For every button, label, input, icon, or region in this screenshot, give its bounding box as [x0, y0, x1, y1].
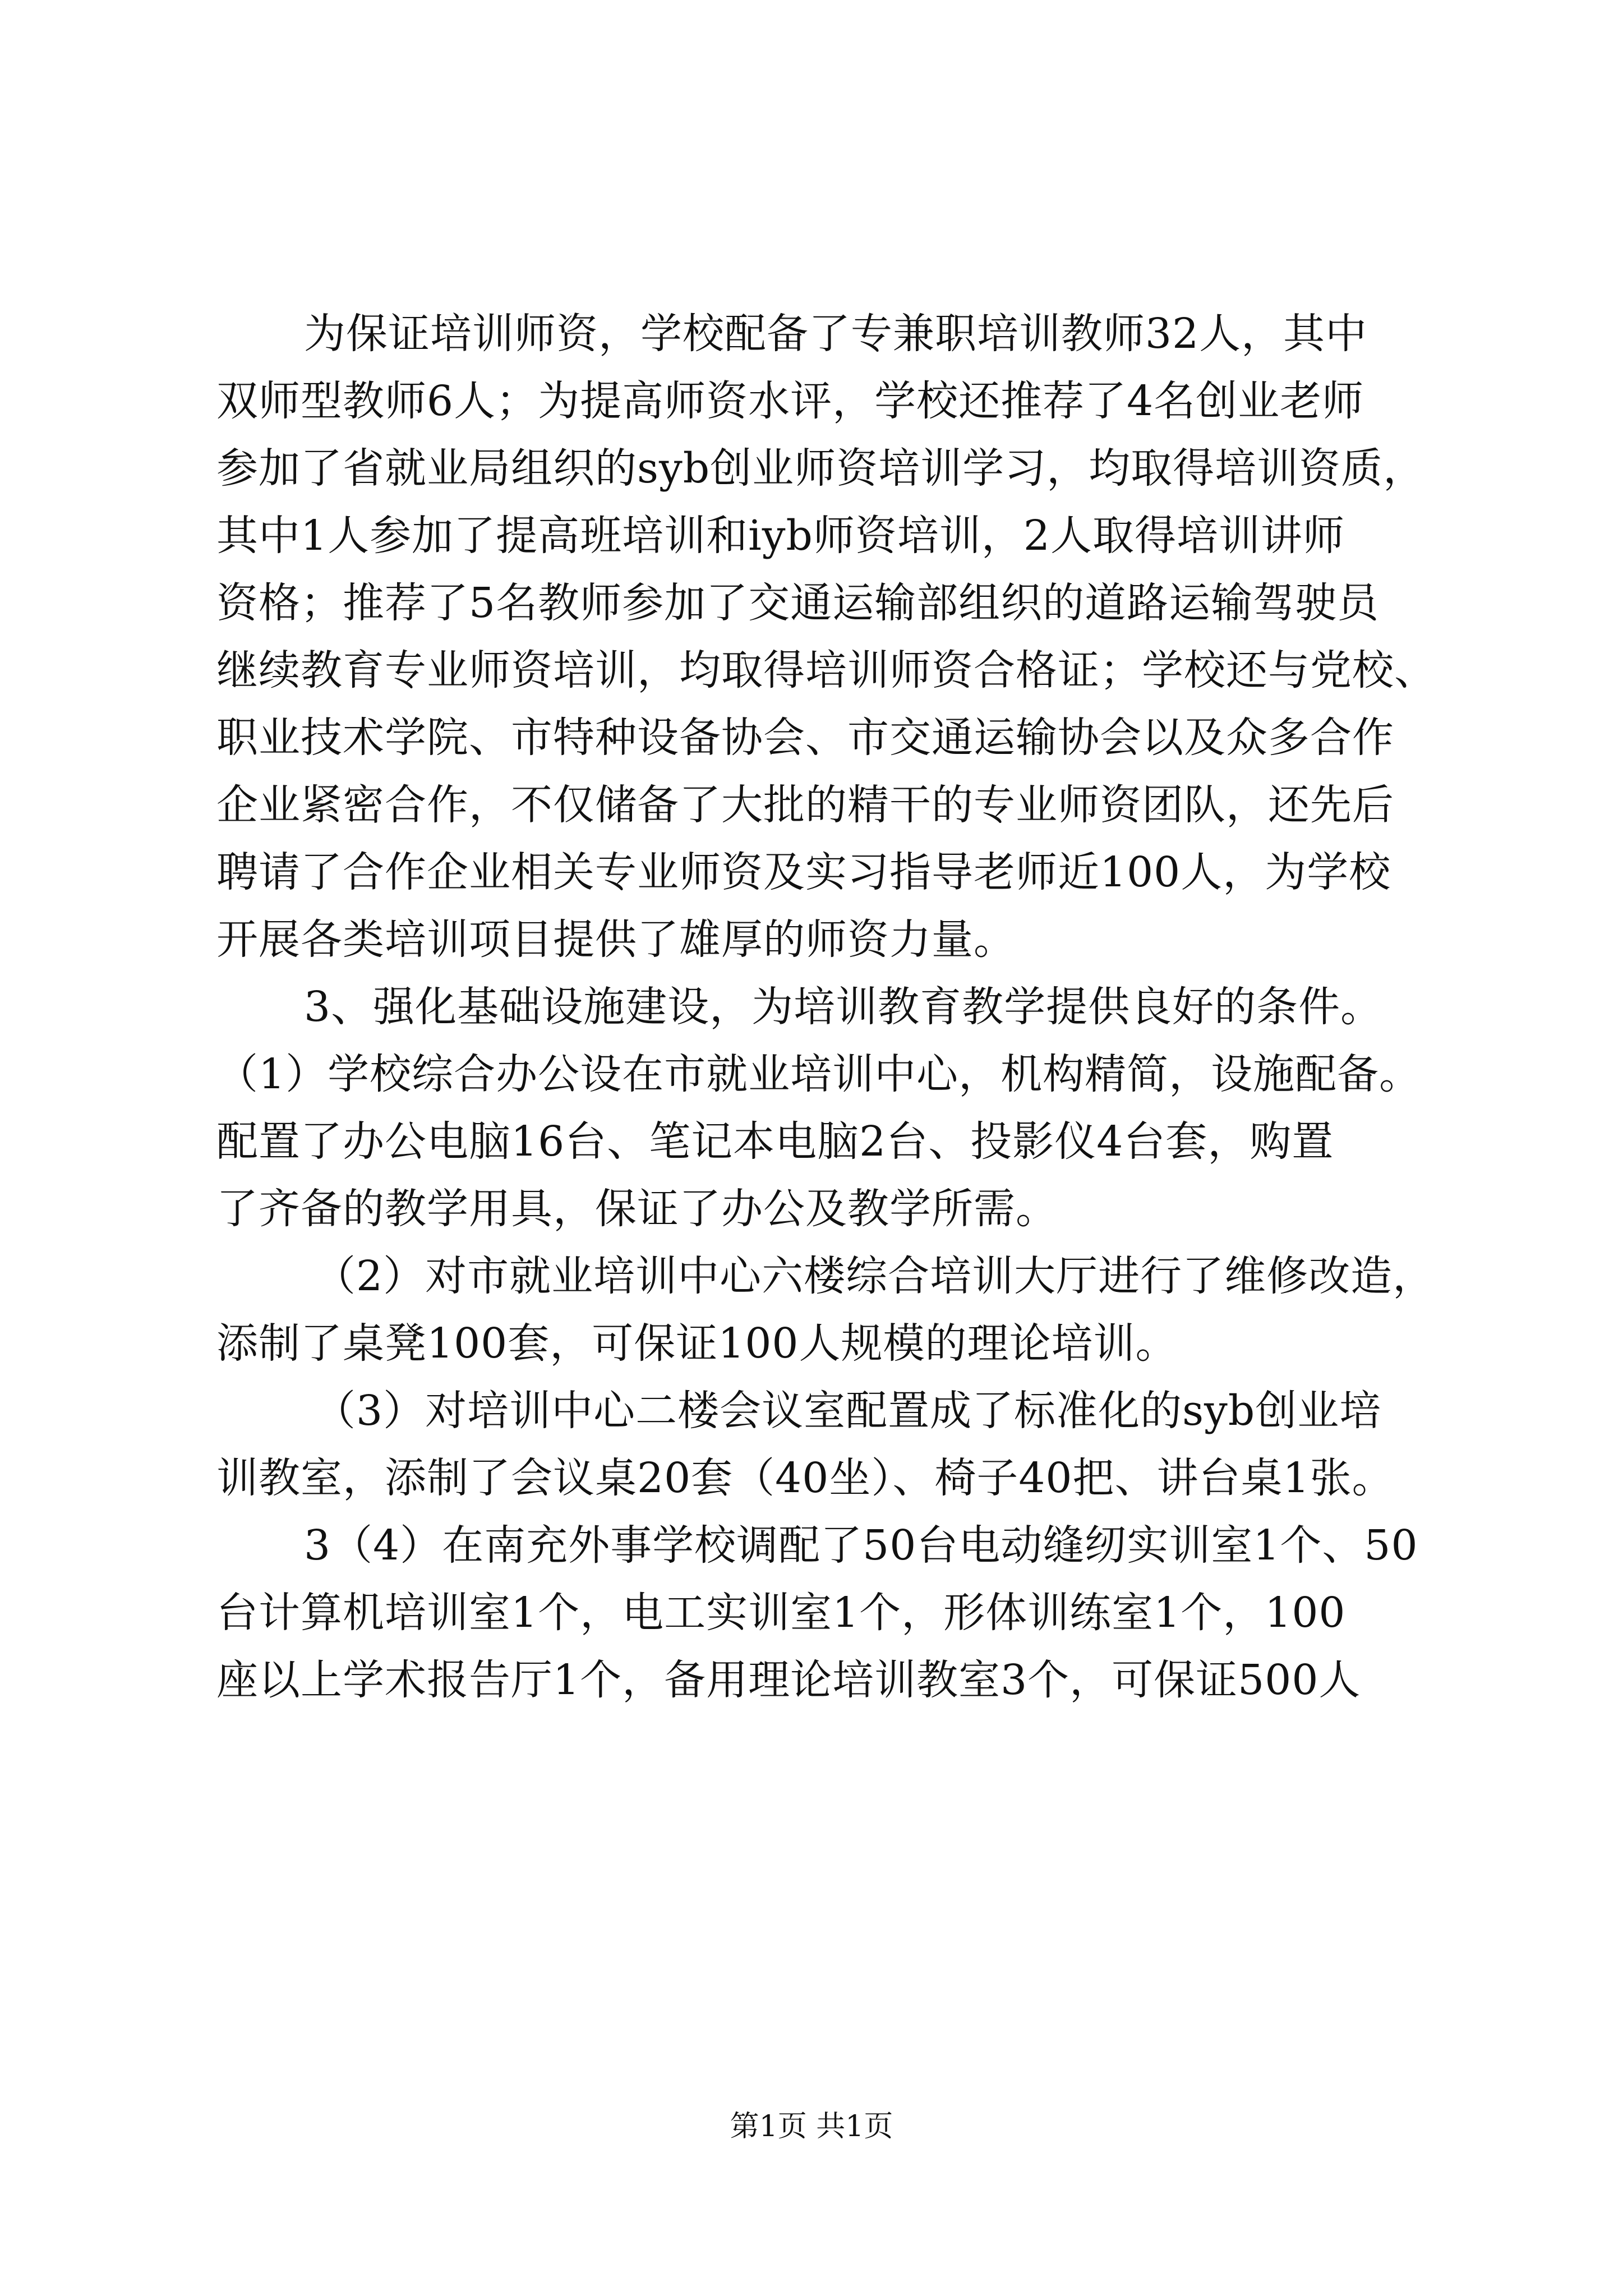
text-line: 聘请了合作企业相关专业师资及实习指导老师近100人，为学校 [216, 848, 1391, 896]
text-line: （2）对市就业培训中心六楼综合培训大厅进行了维修改造， [314, 1252, 1435, 1300]
text-line: 双师型教师6人；为提高师资水评，学校还推荐了4名创业老师 [216, 377, 1364, 425]
page-footer: 第1页 共1页 [730, 2110, 893, 2143]
text-line: （1）学校综合办公设在市就业培训中心，机构精简，设施配备。 [216, 1050, 1422, 1098]
text-line: （3）对培训中心二楼会议室配置成了标准化的syb创业培 [314, 1387, 1382, 1435]
text-line: 台计算机培训室1个，电工实训室1个，形体训练室1个，100 [216, 1589, 1346, 1637]
text-line: 为保证培训师资，学校配备了专兼职培训教师32人，其中 [304, 310, 1368, 358]
text-line: 参加了省就业局组织的syb创业师资培训学习，均取得培训资质， [216, 444, 1426, 493]
text-line: 座以上学术报告厅1个，备用理论培训教室3个，可保证500人 [216, 1656, 1361, 1704]
text-line: 其中1人参加了提高班培训和iyb师资培训，2人取得培训讲师 [216, 512, 1345, 560]
text-line: 训教室，添制了会议桌20套（40坐）、椅子40把、讲台桌1张。 [216, 1454, 1394, 1502]
text-line: 配置了办公电脑16台、笔记本电脑2台、投影仪4台套，购置 [216, 1117, 1334, 1166]
text-line: 开展各类培训项目提供了雄厚的师资力量。 [216, 915, 1016, 964]
section-heading: 3、强化基础设施建设，为培训教育教学提供良好的条件。 [304, 983, 1383, 1031]
text-line: 企业紧密合作，不仅储备了大批的精干的专业师资团队，还先后 [216, 781, 1394, 829]
text-line: 继续教育专业师资培训，均取得培训师资合格证；学校还与党校、 [216, 646, 1436, 694]
text-line: 职业技术学院、市特种设备协会、市交通运输协会以及众多合作 [216, 714, 1394, 762]
text-line: 了齐备的教学用具，保证了办公及教学所需。 [216, 1185, 1058, 1233]
text-line: 3（4）在南充外事学校调配了50台电动缝纫实训室1个、50 [304, 1521, 1418, 1570]
text-line: 添制了桌凳100套，可保证100人规模的理论培训。 [216, 1319, 1178, 1368]
text-line: 资格；推荐了5名教师参加了交通运输部组织的道路运输驾驶员 [216, 579, 1380, 627]
